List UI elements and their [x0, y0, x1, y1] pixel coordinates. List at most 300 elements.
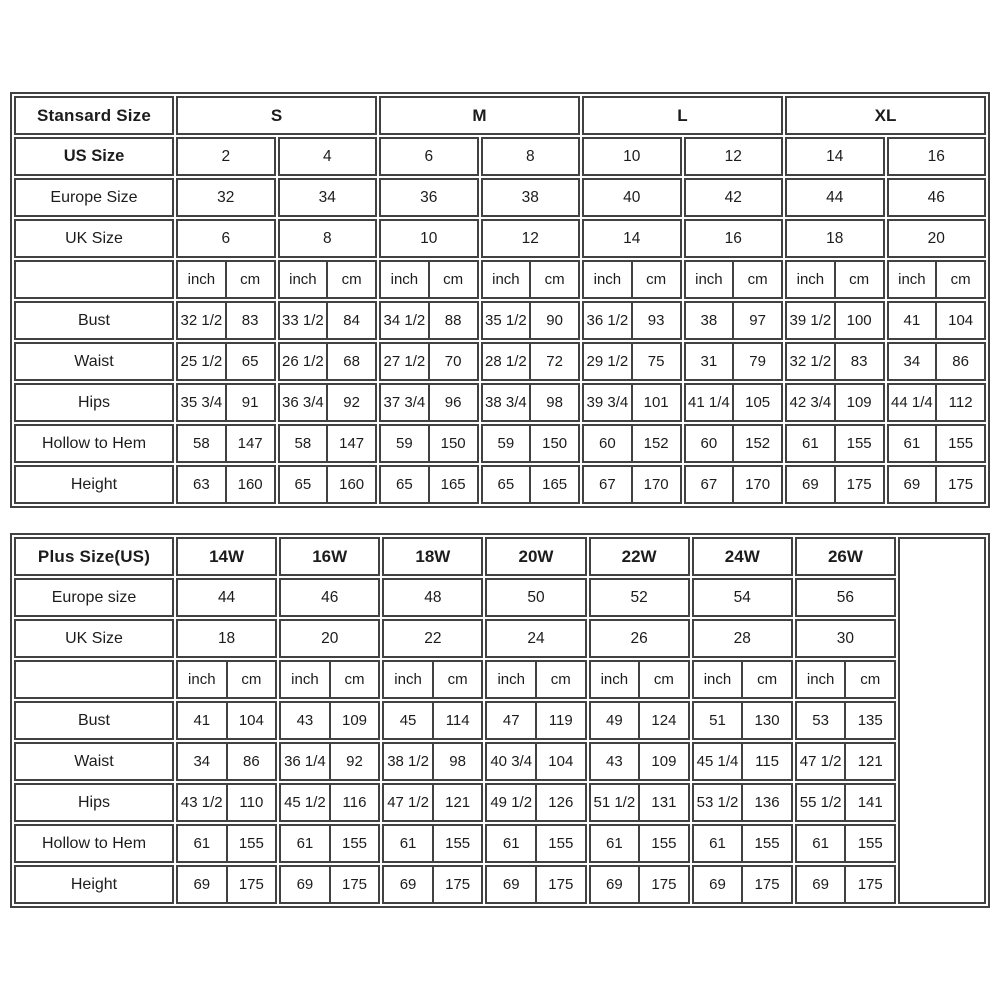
measure-row-label: Hollow to Hem [14, 424, 174, 463]
measure-pair-cell [684, 424, 784, 463]
size-value-cell: 22 [382, 619, 483, 658]
unit-inch-label: inch [289, 271, 317, 288]
measure-inch-value: 32 1/2 [789, 353, 832, 370]
measure-inch-value: 67 [599, 476, 616, 493]
unit-inch-label: inch [898, 271, 926, 288]
measure-cm-value: 90 [529, 303, 578, 338]
empty-corner-cell [14, 260, 174, 299]
measure-inch-value: 38 [700, 312, 718, 329]
measure-cm-value: 97 [732, 303, 781, 338]
measure-inch-value: 58 [193, 435, 210, 452]
size-value-cell: 52 [589, 578, 690, 617]
unit-inch-label: inch [796, 271, 825, 288]
measure-inch-value: 61 [802, 435, 819, 452]
plus-size-table [10, 533, 990, 908]
measure-inch-value: 43 [606, 753, 623, 770]
unit-pair-cell [692, 660, 793, 699]
measure-inch-value: 41 1/4 [688, 394, 730, 411]
size-value-cell: 54 [692, 578, 793, 617]
unit-cm-label: cm [732, 262, 781, 297]
measure-pair-cell [176, 742, 277, 781]
measure-inch-value: 58 [294, 435, 312, 452]
measure-cm-value: 165 [428, 467, 477, 502]
unit-inch-label: inch [390, 271, 419, 288]
measure-inch-value: 28 1/2 [485, 353, 527, 370]
measure-pair-cell [684, 383, 784, 422]
measure-row-label: Hips [14, 783, 174, 822]
measure-cm-value: 155 [535, 826, 585, 861]
measure-pair-cell [785, 383, 885, 422]
unit-cm-label: cm [529, 262, 578, 297]
unit-cm-label: cm [535, 662, 585, 697]
size-value-cell: 16 [887, 137, 987, 176]
measure-cm-value: 104 [535, 744, 585, 779]
measure-inch-value: 60 [700, 435, 718, 452]
size-value-cell: 40 [582, 178, 682, 217]
measure-pair-cell [176, 301, 276, 340]
size-row-label: Europe size [14, 578, 174, 617]
measure-pair-cell [379, 383, 479, 422]
measure-pair-cell [692, 865, 793, 904]
measure-pair-cell [785, 301, 885, 340]
measure-inch-value: 45 [399, 712, 417, 729]
measure-inch-value: 40 3/4 [490, 753, 533, 770]
measure-pair-cell [795, 824, 896, 863]
corner-label: Stansard Size [14, 96, 174, 135]
size-group-cell: 20W [485, 537, 586, 576]
empty-corner-cell [14, 660, 174, 699]
measure-pair-cell [176, 342, 276, 381]
measure-cm-value: 101 [631, 385, 680, 420]
size-value-cell: 2 [176, 137, 276, 176]
size-value-cell: 34 [278, 178, 378, 217]
unit-cm-label: cm [329, 662, 379, 697]
unit-pair-cell [485, 660, 586, 699]
measure-inch-value: 29 1/2 [586, 353, 629, 370]
measure-pair-cell [589, 742, 690, 781]
measure-pair-cell [279, 742, 380, 781]
measure-pair-cell [692, 824, 793, 863]
measure-inch-value: 42 3/4 [789, 394, 832, 411]
size-value-cell: 12 [684, 137, 784, 176]
size-group-cell: 16W [279, 537, 380, 576]
measure-cm-value: 170 [732, 467, 781, 502]
unit-inch-label: inch [600, 671, 629, 688]
measure-inch-value: 43 1/2 [180, 794, 223, 811]
measure-inch-value: 61 [296, 835, 314, 852]
measure-inch-value: 26 1/2 [282, 353, 324, 370]
measure-pair-cell [481, 424, 581, 463]
measure-cm-value: 170 [631, 467, 680, 502]
measure-cm-value: 84 [326, 303, 375, 338]
measure-inch-value: 34 [193, 753, 211, 770]
measure-cm-value: 175 [432, 867, 482, 902]
measure-inch-value: 36 1/2 [586, 312, 629, 329]
measure-pair-cell [485, 701, 586, 740]
measure-cm-value: 68 [326, 344, 375, 379]
size-value-cell: 14 [785, 137, 885, 176]
measure-pair-cell [379, 424, 479, 463]
measure-cm-value: 112 [935, 385, 984, 420]
empty-right-column [898, 537, 986, 904]
measure-cm-value: 114 [432, 703, 482, 738]
measure-pair-cell [795, 783, 896, 822]
measure-cm-value: 175 [226, 867, 276, 902]
measure-cm-value: 93 [631, 303, 680, 338]
measure-pair-cell [279, 824, 380, 863]
measure-cm-value: 100 [834, 303, 883, 338]
measure-inch-value: 61 [502, 835, 520, 852]
size-value-cell: 46 [887, 178, 987, 217]
measure-cm-value: 104 [935, 303, 984, 338]
unit-pair-cell [481, 260, 581, 299]
size-value-cell: 16 [684, 219, 784, 258]
measure-pair-cell [481, 301, 581, 340]
measure-pair-cell [176, 783, 277, 822]
measure-cm-value: 72 [529, 344, 578, 379]
measure-pair-cell [692, 701, 793, 740]
size-row-label: Europe Size [14, 178, 174, 217]
measure-cm-value: 124 [638, 703, 688, 738]
measure-inch-value: 43 [296, 712, 314, 729]
unit-cm-label: cm [225, 262, 274, 297]
measure-pair-cell [379, 301, 479, 340]
unit-pair-cell [795, 660, 896, 699]
measure-cm-value: 152 [631, 426, 680, 461]
measure-cm-value: 98 [529, 385, 578, 420]
unit-pair-cell [589, 660, 690, 699]
measure-inch-value: 65 [497, 476, 515, 493]
size-value-cell: 18 [176, 619, 277, 658]
measure-pair-cell [485, 783, 586, 822]
measure-inch-value: 51 [709, 712, 726, 729]
measure-inch-value: 47 1/2 [799, 753, 842, 770]
measure-row-label: Hips [14, 383, 174, 422]
measure-cm-value: 135 [844, 703, 894, 738]
measure-pair-cell [176, 424, 276, 463]
size-value-cell: 12 [481, 219, 581, 258]
unit-pair-cell [684, 260, 784, 299]
size-group-cell: M [379, 96, 580, 135]
measure-cm-value: 175 [935, 467, 984, 502]
measure-cm-value: 160 [225, 467, 274, 502]
measure-pair-cell [485, 865, 586, 904]
size-value-cell: 42 [684, 178, 784, 217]
measure-cm-value: 150 [529, 426, 578, 461]
measure-pair-cell [382, 824, 483, 863]
measure-inch-value: 69 [502, 876, 520, 893]
measure-pair-cell [589, 701, 690, 740]
unit-pair-cell [278, 260, 378, 299]
measure-inch-value: 69 [606, 876, 623, 893]
measure-pair-cell [379, 465, 479, 504]
measure-cm-value: 155 [638, 826, 688, 861]
size-value-cell: 48 [382, 578, 483, 617]
measure-cm-value: 175 [741, 867, 791, 902]
measure-pair-cell [382, 783, 483, 822]
size-value-cell: 20 [887, 219, 987, 258]
measure-inch-value: 37 3/4 [383, 394, 426, 411]
size-value-cell: 14 [582, 219, 682, 258]
measure-inch-value: 61 [903, 435, 921, 452]
unit-inch-label: inch [695, 271, 723, 288]
measure-pair-cell [692, 783, 793, 822]
measure-pair-cell [485, 742, 586, 781]
unit-pair-cell [582, 260, 682, 299]
measure-inch-value: 61 [193, 835, 211, 852]
measure-cm-value: 110 [226, 785, 276, 820]
size-value-cell: 50 [485, 578, 586, 617]
measure-inch-value: 59 [396, 435, 413, 452]
measure-cm-value: 160 [326, 467, 375, 502]
size-value-cell: 38 [481, 178, 581, 217]
measure-pair-cell [887, 424, 987, 463]
measure-pair-cell [278, 383, 378, 422]
size-value-cell: 30 [795, 619, 896, 658]
size-group-cell: 26W [795, 537, 896, 576]
measure-inch-value: 59 [497, 435, 515, 452]
measure-pair-cell [582, 342, 682, 381]
measure-cm-value: 175 [535, 867, 585, 902]
measure-cm-value: 115 [741, 744, 791, 779]
measure-inch-value: 69 [802, 476, 819, 493]
measure-cm-value: 98 [432, 744, 482, 779]
measure-inch-value: 38 1/2 [387, 753, 429, 770]
measure-pair-cell [382, 865, 483, 904]
measure-pair-cell [785, 424, 885, 463]
measure-cm-value: 155 [432, 826, 482, 861]
measure-pair-cell [176, 383, 276, 422]
unit-inch-label: inch [291, 671, 319, 688]
measure-pair-cell [278, 342, 378, 381]
measure-pair-cell [278, 465, 378, 504]
measure-cm-value: 109 [329, 703, 379, 738]
unit-cm-label: cm [432, 662, 482, 697]
measure-row-label: Waist [14, 742, 174, 781]
unit-inch-label: inch [806, 671, 835, 688]
measure-inch-value: 33 1/2 [282, 312, 324, 329]
measure-cm-value: 83 [834, 344, 883, 379]
measure-inch-value: 60 [599, 435, 616, 452]
unit-cm-label: cm [844, 662, 894, 697]
measure-inch-value: 63 [193, 476, 210, 493]
measure-cm-value: 119 [535, 703, 585, 738]
measure-cm-value: 91 [225, 385, 274, 420]
measure-pair-cell [684, 465, 784, 504]
unit-inch-label: inch [703, 671, 732, 688]
measure-pair-cell [278, 424, 378, 463]
measure-cm-value: 155 [226, 826, 276, 861]
size-value-cell: 44 [176, 578, 277, 617]
measure-inch-value: 41 [903, 312, 921, 329]
measure-inch-value: 55 1/2 [799, 794, 842, 811]
measure-inch-value: 53 [812, 712, 829, 729]
size-value-cell: 10 [379, 219, 479, 258]
measure-inch-value: 47 [502, 712, 520, 729]
measure-pair-cell [379, 342, 479, 381]
measure-inch-value: 35 1/2 [485, 312, 527, 329]
size-tables-wrap [10, 92, 990, 908]
measure-pair-cell [278, 301, 378, 340]
measure-inch-value: 49 [606, 712, 623, 729]
measure-pair-cell [795, 701, 896, 740]
measure-cm-value: 104 [226, 703, 276, 738]
size-group-cell: 24W [692, 537, 793, 576]
unit-cm-label: cm [935, 262, 984, 297]
measure-inch-value: 27 1/2 [383, 353, 426, 370]
unit-inch-label: inch [188, 671, 216, 688]
measure-inch-value: 69 [193, 876, 211, 893]
measure-pair-cell [481, 383, 581, 422]
unit-pair-cell [382, 660, 483, 699]
measure-pair-cell [176, 824, 277, 863]
measure-inch-value: 35 3/4 [180, 394, 223, 411]
unit-pair-cell [279, 660, 380, 699]
size-value-cell: 10 [582, 137, 682, 176]
measure-cm-value: 150 [428, 426, 477, 461]
measure-inch-value: 65 [396, 476, 413, 493]
size-group-cell: S [176, 96, 377, 135]
measure-cm-value: 109 [834, 385, 883, 420]
size-value-cell: 56 [795, 578, 896, 617]
unit-inch-label: inch [394, 671, 422, 688]
size-value-cell: 26 [589, 619, 690, 658]
measure-pair-cell [279, 865, 380, 904]
measure-pair-cell [582, 301, 682, 340]
size-group-cell: 14W [176, 537, 277, 576]
measure-cm-value: 88 [428, 303, 477, 338]
measure-inch-value: 36 1/4 [284, 753, 326, 770]
measure-cm-value: 130 [741, 703, 791, 738]
measure-inch-value: 61 [399, 835, 417, 852]
measure-cm-value: 155 [844, 826, 894, 861]
measure-cm-value: 116 [329, 785, 379, 820]
measure-pair-cell [887, 383, 987, 422]
corner-label: Plus Size(US) [14, 537, 174, 576]
measure-row-label: Bust [14, 701, 174, 740]
unit-cm-label: cm [638, 662, 688, 697]
measure-inch-value: 65 [294, 476, 312, 493]
measure-pair-cell [785, 465, 885, 504]
measure-pair-cell [887, 301, 987, 340]
size-value-cell: 46 [279, 578, 380, 617]
measure-cm-value: 152 [732, 426, 781, 461]
size-value-cell: 8 [481, 137, 581, 176]
measure-cm-value: 136 [741, 785, 791, 820]
measure-pair-cell [176, 865, 277, 904]
measure-cm-value: 155 [741, 826, 791, 861]
size-group-cell: L [582, 96, 783, 135]
measure-pair-cell [795, 865, 896, 904]
measure-inch-value: 45 1/4 [696, 753, 739, 770]
measure-cm-value: 155 [834, 426, 883, 461]
unit-inch-label: inch [492, 271, 520, 288]
unit-pair-cell [176, 260, 276, 299]
size-row-label: US Size [14, 137, 174, 176]
measure-cm-value: 121 [432, 785, 482, 820]
measure-pair-cell [887, 342, 987, 381]
measure-pair-cell [582, 424, 682, 463]
unit-pair-cell [785, 260, 885, 299]
size-value-cell: 24 [485, 619, 586, 658]
measure-pair-cell [684, 342, 784, 381]
measure-inch-value: 38 3/4 [485, 394, 527, 411]
size-row-label: UK Size [14, 619, 174, 658]
measure-cm-value: 86 [226, 744, 276, 779]
measure-inch-value: 47 1/2 [387, 794, 429, 811]
size-group-cell: XL [785, 96, 986, 135]
measure-cm-value: 155 [935, 426, 984, 461]
measure-cm-value: 121 [844, 744, 894, 779]
measure-pair-cell [589, 865, 690, 904]
unit-inch-label: inch [593, 271, 622, 288]
unit-cm-label: cm [326, 262, 375, 297]
unit-pair-cell [176, 660, 277, 699]
measure-pair-cell [589, 824, 690, 863]
measure-inch-value: 69 [399, 876, 417, 893]
measure-pair-cell [279, 783, 380, 822]
measure-pair-cell [176, 465, 276, 504]
measure-cm-value: 83 [225, 303, 274, 338]
unit-inch-label: inch [497, 671, 525, 688]
measure-inch-value: 41 [193, 712, 211, 729]
size-value-cell: 44 [785, 178, 885, 217]
size-value-cell: 36 [379, 178, 479, 217]
measure-inch-value: 69 [812, 876, 829, 893]
measure-inch-value: 61 [606, 835, 623, 852]
measure-cm-value: 109 [638, 744, 688, 779]
unit-cm-label: cm [226, 662, 276, 697]
measure-inch-value: 53 1/2 [696, 794, 739, 811]
measure-pair-cell [582, 465, 682, 504]
unit-pair-cell [379, 260, 479, 299]
size-row-label: UK Size [14, 219, 174, 258]
measure-row-label: Height [14, 465, 174, 504]
measure-pair-cell [795, 742, 896, 781]
measure-pair-cell [481, 342, 581, 381]
measure-inch-value: 39 1/2 [789, 312, 832, 329]
measure-inch-value: 49 1/2 [490, 794, 533, 811]
size-group-cell: 22W [589, 537, 690, 576]
size-value-cell: 32 [176, 178, 276, 217]
measure-row-label: Height [14, 865, 174, 904]
measure-pair-cell [582, 383, 682, 422]
size-value-cell: 6 [176, 219, 276, 258]
measure-cm-value: 165 [529, 467, 578, 502]
size-value-cell: 20 [279, 619, 380, 658]
size-group-cell: 18W [382, 537, 483, 576]
size-value-cell: 4 [278, 137, 378, 176]
unit-cm-label: cm [834, 262, 883, 297]
measure-row-label: Hollow to Hem [14, 824, 174, 863]
measure-cm-value: 65 [225, 344, 274, 379]
measure-cm-value: 70 [428, 344, 477, 379]
measure-cm-value: 92 [326, 385, 375, 420]
measure-pair-cell [684, 301, 784, 340]
measure-pair-cell [481, 465, 581, 504]
measure-cm-value: 86 [935, 344, 984, 379]
measure-cm-value: 75 [631, 344, 680, 379]
size-value-cell: 8 [278, 219, 378, 258]
unit-cm-label: cm [428, 262, 477, 297]
measure-pair-cell [382, 701, 483, 740]
measure-inch-value: 39 3/4 [586, 394, 629, 411]
measure-pair-cell [176, 701, 277, 740]
standard-size-table [10, 92, 990, 508]
measure-cm-value: 155 [329, 826, 379, 861]
measure-inch-value: 69 [903, 476, 921, 493]
measure-inch-value: 45 1/2 [284, 794, 326, 811]
